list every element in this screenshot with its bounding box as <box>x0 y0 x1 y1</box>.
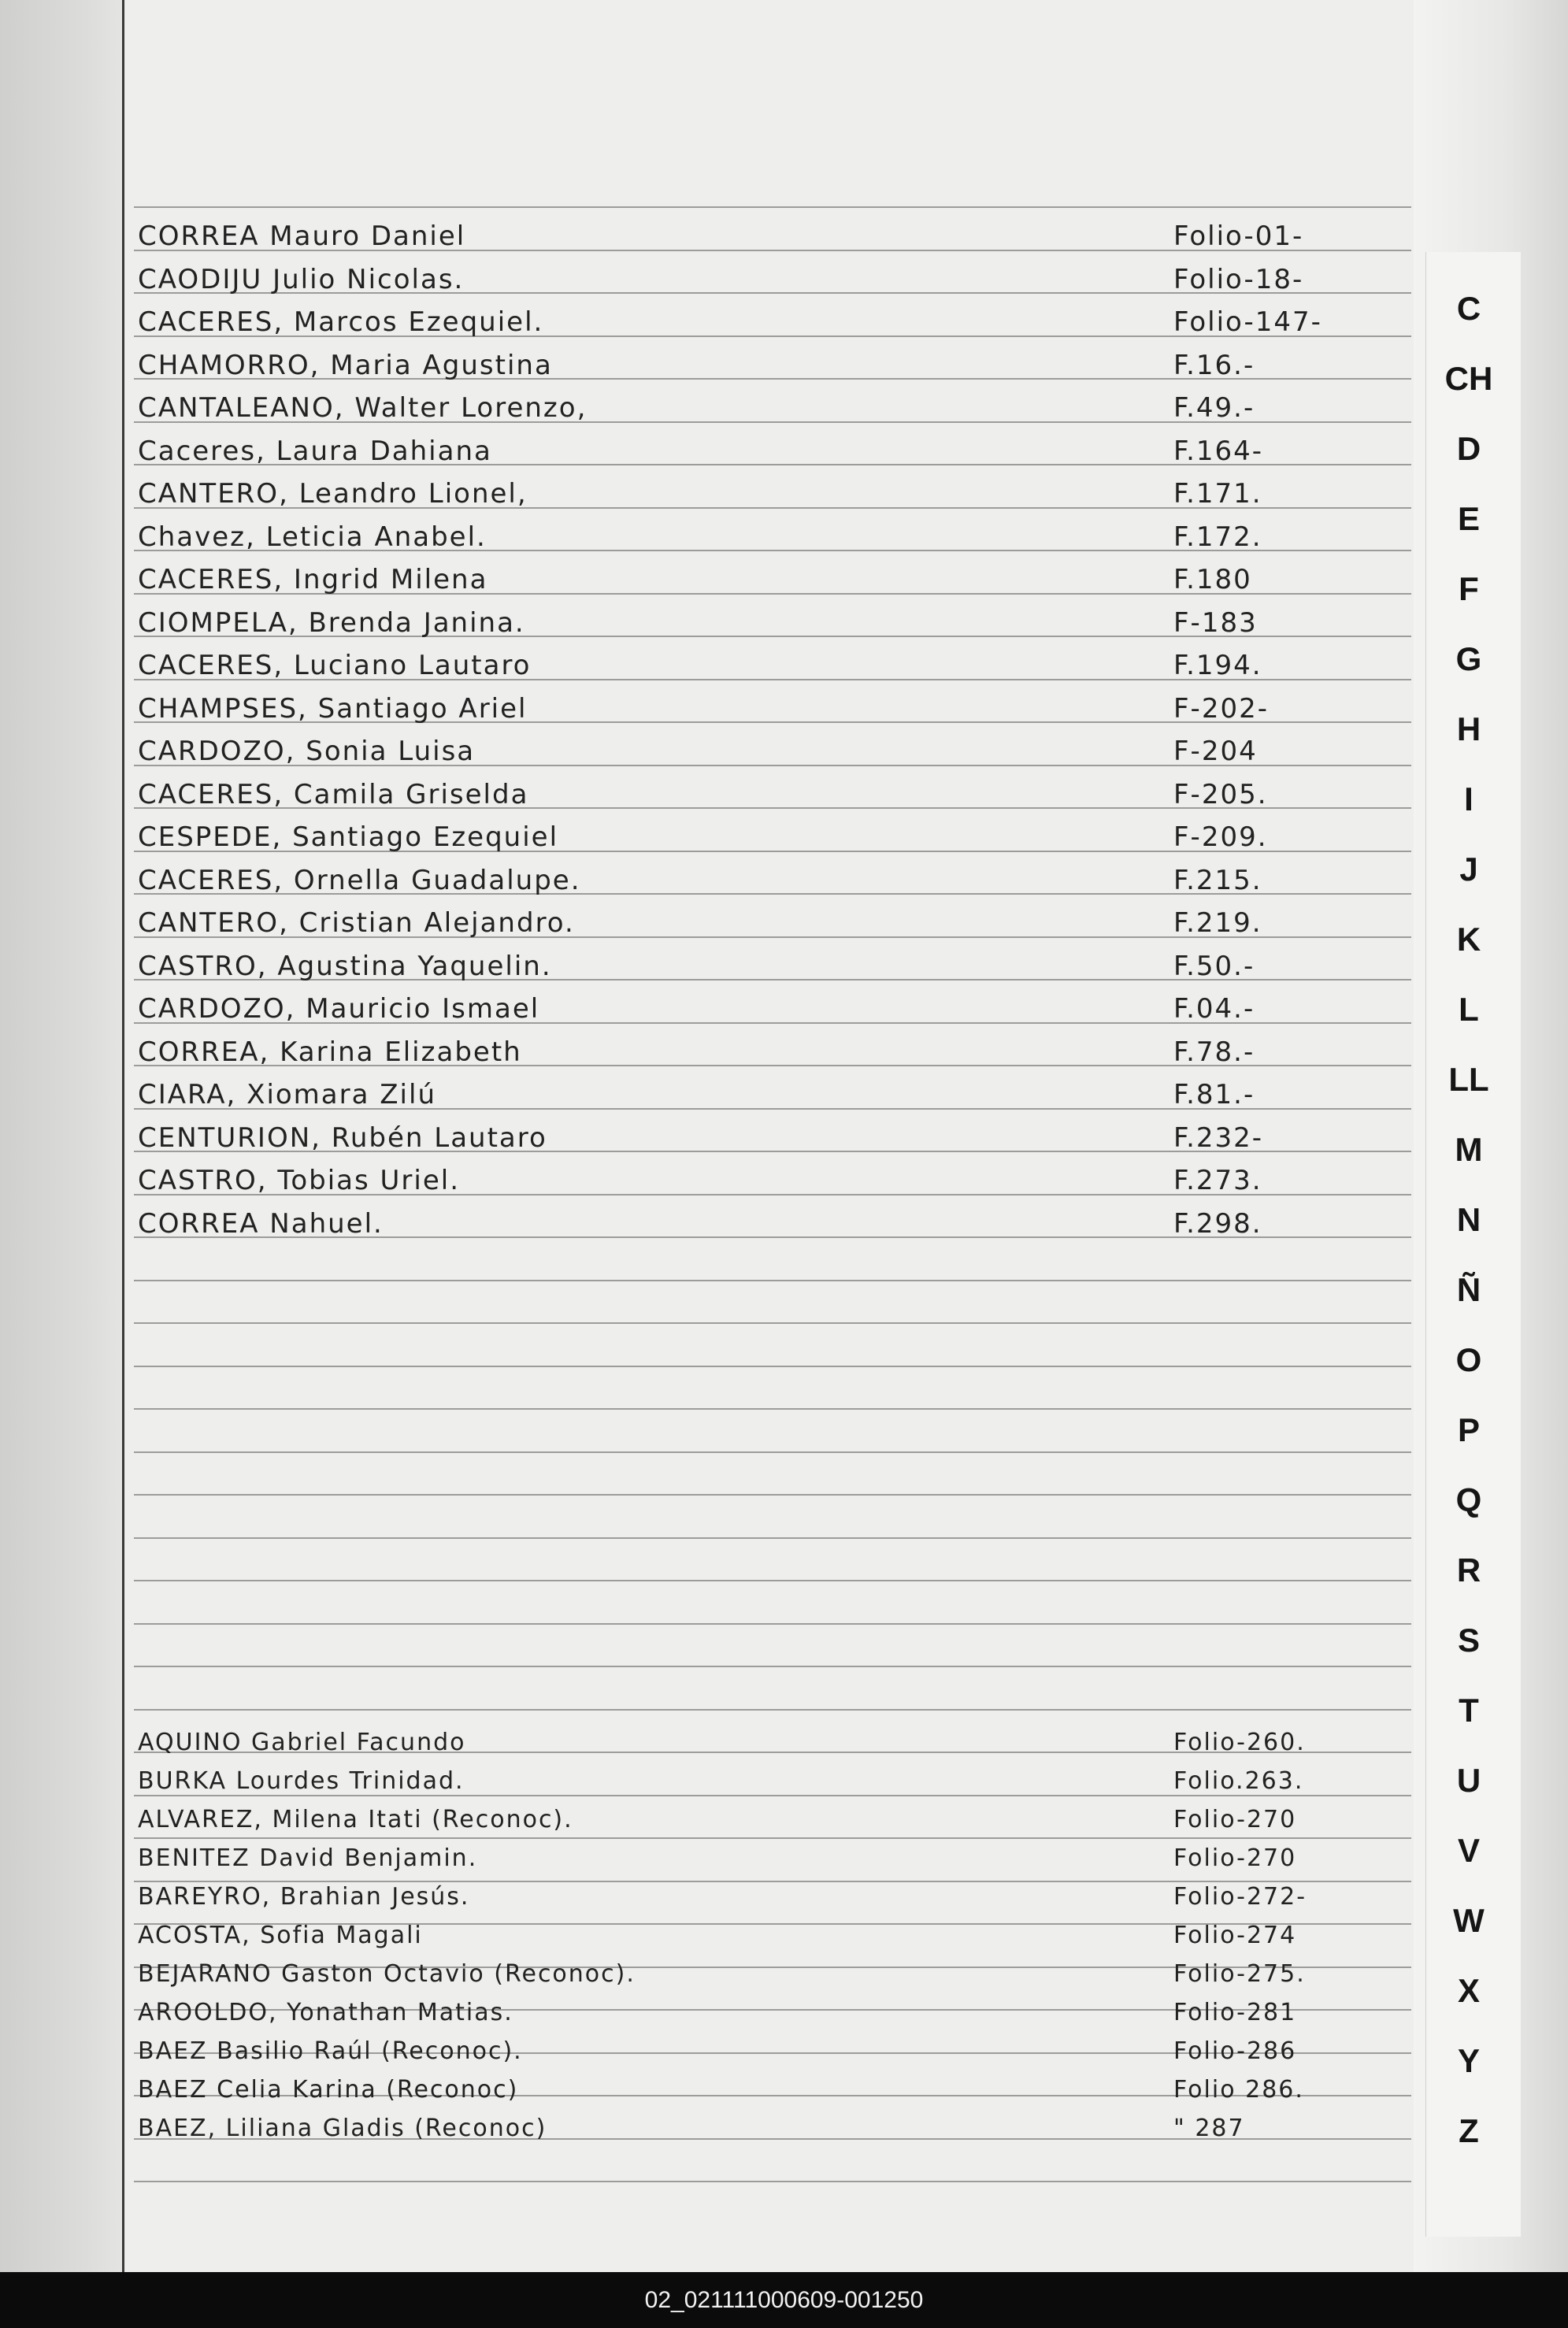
entry-folio: Folio-01- <box>1173 221 1304 252</box>
index-tab-16[interactable]: P <box>1457 1411 1480 1448</box>
ruled-line <box>134 1537 1411 1539</box>
entry-name: CARDOZO, Sonia Luisa <box>138 736 476 767</box>
entry-folio: F.78.- <box>1173 1036 1255 1068</box>
entry-folio: F.172. <box>1173 521 1262 553</box>
entry-name: CANTALEANO, Walter Lorenzo, <box>138 392 588 424</box>
entry-name: CIARA, Xiomara Zilú <box>138 1079 436 1110</box>
entry-folio: F.219. <box>1173 907 1262 939</box>
left-page-strip <box>0 0 122 2272</box>
entry-name: CARDOZO, Mauricio Ismael <box>138 993 540 1025</box>
ruled-line <box>134 206 1411 208</box>
ruled-line <box>134 1494 1411 1496</box>
entry-name: BENITEZ David Benjamin. <box>138 1844 478 1872</box>
ruled-line <box>134 1709 1411 1711</box>
entry-folio: Folio 286. <box>1173 2076 1304 2104</box>
entry-folio: F-183 <box>1173 606 1258 639</box>
ruled-line <box>134 2181 1411 2182</box>
ruled-line <box>134 1580 1411 1581</box>
entry-folio: Folio-281 <box>1173 1999 1297 2026</box>
entry-name: CHAMORRO, Maria Agustina <box>138 349 553 381</box>
entry-folio: F.16.- <box>1173 349 1255 381</box>
entry-folio: Folio-147- <box>1173 306 1322 338</box>
entry-name: CORREA, Karina Elizabeth <box>138 1036 522 1068</box>
index-tab-14[interactable]: Ñ <box>1456 1271 1481 1308</box>
entry-folio: F.273. <box>1173 1165 1262 1196</box>
entry-name: ACOSTA, Sofia Magali <box>138 1922 423 1949</box>
entry-folio: Folio.263. <box>1173 1767 1304 1795</box>
index-tab-8[interactable]: J <box>1459 851 1478 888</box>
index-tab-10[interactable]: L <box>1459 991 1479 1028</box>
index-tab-18[interactable]: R <box>1456 1551 1481 1588</box>
entry-folio: F.215. <box>1173 864 1262 896</box>
entry-name: CAODIJU Julio Nicolas. <box>138 263 465 295</box>
entry-folio: F.171. <box>1173 478 1262 510</box>
index-tab-20[interactable]: T <box>1459 1692 1479 1729</box>
index-tab-24[interactable]: X <box>1457 1972 1480 2009</box>
entry-folio: F-202- <box>1173 692 1269 725</box>
ruled-line <box>134 1322 1411 1324</box>
index-tab-21[interactable]: U <box>1456 1762 1481 1799</box>
entry-name: CIOMPELA, Brenda Janina. <box>138 606 525 639</box>
index-tab-0[interactable]: C <box>1456 290 1481 327</box>
ruled-line <box>134 1451 1411 1453</box>
entry-folio: F-209. <box>1173 821 1268 853</box>
index-tab-12[interactable]: M <box>1455 1131 1483 1168</box>
entry-name: BAREYRO, Brahian Jesús. <box>138 1883 470 1911</box>
entry-folio: Folio-274 <box>1173 1922 1297 1949</box>
entry-name: CENTURION, Rubén Lautaro <box>138 1121 547 1154</box>
entry-folio: Folio-18- <box>1173 263 1304 295</box>
entry-folio: Folio-272- <box>1173 1883 1307 1911</box>
entry-name: CACERES, Marcos Ezequiel. <box>138 306 544 338</box>
index-tab-9[interactable]: K <box>1456 921 1481 958</box>
entry-name: AROOLDO, Yonathan Matias. <box>138 1999 513 2026</box>
entry-name: CORREA Mauro Daniel <box>138 221 466 252</box>
entry-name: CASTRO, Tobias Uriel. <box>138 1165 461 1196</box>
entry-name: CANTERO, Cristian Alejandro. <box>138 907 575 939</box>
entry-name: AQUINO Gabriel Facundo <box>138 1729 466 1756</box>
entry-folio: F.49.- <box>1173 392 1255 424</box>
entry-folio: F.164- <box>1173 435 1264 467</box>
entry-name: CANTERO, Leandro Lionel, <box>138 478 528 510</box>
entry-folio: F-204 <box>1173 736 1258 767</box>
entry-name: BURKA Lourdes Trinidad. <box>138 1767 465 1795</box>
entry-name: BAEZ, Liliana Gladis (Reconoc) <box>138 2115 547 2142</box>
index-tab-1[interactable]: CH <box>1444 360 1493 397</box>
entry-name: BAEZ Basilio Raúl (Reconoc). <box>138 2037 523 2065</box>
entry-folio: Folio-270 <box>1173 1844 1297 1872</box>
entry-folio: F.232- <box>1173 1121 1264 1154</box>
index-tab-17[interactable]: Q <box>1455 1481 1482 1518</box>
entry-name: CESPEDE, Santiago Ezequiel <box>138 821 559 853</box>
entry-name: CACERES, Luciano Lautaro <box>138 650 532 681</box>
entry-name: Caceres, Laura Dahiana <box>138 435 492 467</box>
entry-folio: Folio-286 <box>1173 2037 1297 2065</box>
entry-folio: Folio-275. <box>1173 1960 1306 1988</box>
ruled-line <box>134 1280 1411 1281</box>
entry-name: Chavez, Leticia Anabel. <box>138 521 487 553</box>
entry-folio: F.81.- <box>1173 1079 1255 1110</box>
entry-folio: F.180 <box>1173 564 1252 595</box>
index-tab-19[interactable]: S <box>1457 1622 1480 1659</box>
index-tab-22[interactable]: V <box>1457 1832 1480 1869</box>
index-tab-26[interactable]: Z <box>1459 2112 1479 2149</box>
entry-folio: " 287 <box>1173 2115 1245 2142</box>
entry-folio: F-205. <box>1173 778 1268 810</box>
entry-name: CACERES, Ingrid Milena <box>138 564 488 595</box>
index-tab-11[interactable]: LL <box>1448 1061 1489 1098</box>
ruled-line <box>134 1881 1411 1882</box>
entry-folio: F.194. <box>1173 650 1262 681</box>
index-tab-23[interactable]: W <box>1453 1902 1485 1939</box>
entry-folio: Folio-260. <box>1173 1729 1306 1756</box>
entry-name: CACERES, Camila Griselda <box>138 778 529 810</box>
ruled-line <box>134 1623 1411 1625</box>
entry-name: CORREA Nahuel. <box>138 1207 384 1240</box>
index-tab-15[interactable]: O <box>1455 1341 1482 1378</box>
entry-name: ALVAREZ, Milena Itati (Reconoc). <box>138 1806 573 1833</box>
entry-name: BAEZ Celia Karina (Reconoc) <box>138 2076 519 2104</box>
index-tab-3[interactable]: E <box>1457 500 1480 537</box>
entry-name: BEJARANO Gaston Octavio (Reconoc). <box>138 1960 636 1988</box>
entry-name: CACERES, Ornella Guadalupe. <box>138 864 581 896</box>
ruled-line <box>134 1666 1411 1667</box>
entry-name: CHAMPSES, Santiago Ariel <box>138 692 528 725</box>
index-tab-13[interactable]: N <box>1456 1201 1481 1238</box>
entry-folio: Folio-270 <box>1173 1806 1297 1833</box>
entry-name: CASTRO, Agustina Yaquelin. <box>138 950 552 982</box>
footer-id: 02_021111000609-001250 <box>644 2287 924 2313</box>
index-tab-5[interactable]: G <box>1455 640 1482 677</box>
index-tab-4[interactable]: F <box>1459 570 1479 607</box>
index-tab-2[interactable]: D <box>1456 430 1481 467</box>
index-tab-6[interactable]: H <box>1456 710 1481 747</box>
entry-folio: F.298. <box>1173 1207 1262 1240</box>
entry-folio: F.50.- <box>1173 950 1255 982</box>
ruled-line <box>134 1837 1411 1839</box>
ruled-line <box>134 1408 1411 1410</box>
ruled-line <box>134 1366 1411 1367</box>
entry-folio: F.04.- <box>1173 993 1255 1025</box>
index-tab-7[interactable]: I <box>1464 780 1473 817</box>
index-tab-25[interactable]: Y <box>1457 2042 1480 2079</box>
